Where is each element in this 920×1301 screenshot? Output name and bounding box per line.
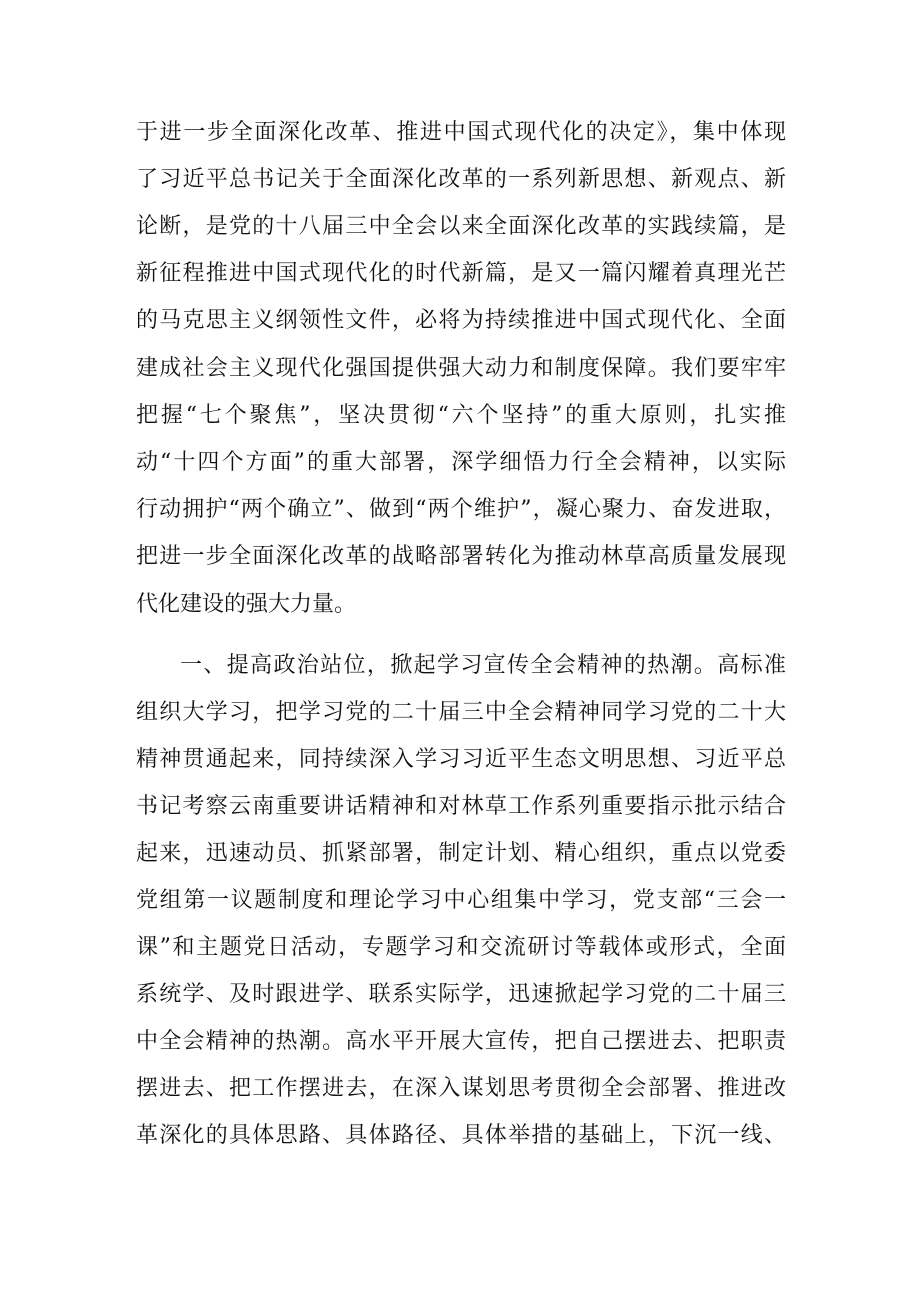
paragraph-1-line-3: 论断，是党的十八届三中全会以来全面深化改革的实践续篇，是: [136, 214, 786, 239]
paragraph-1-line-2: 了习近平总书记关于全面深化改革的一系列新思想、新观点、新: [136, 167, 786, 192]
paragraph-1-line-5: 的马克思主义纲领性文件，必将为持续推进中国式现代化、全面: [136, 308, 786, 333]
paragraph-1-line-6: 建成社会主义现代化强国提供强大动力和制度保障。我们要牢牢: [136, 356, 786, 381]
paragraph-2-line-2: 组织大学习，把学习党的二十届三中全会精神同学习党的二十大: [136, 700, 786, 725]
paragraph-2-line-10: 摆进去、把工作摆进去，在深入谋划思考贯彻全会部署、推进改: [136, 1076, 786, 1101]
paragraph-2-line-1: 一、提高政治站位，掀起学习宣传全会精神的热潮。高标准: [180, 653, 786, 678]
paragraph-1-line-9: 行动拥护“两个确立”、做到“两个维护”，凝心聚力、奋发进取，: [136, 497, 786, 522]
paragraph-1-line-8: 动“十四个方面”的重大部署，深学细悟力行全会精神，以实际: [136, 450, 786, 475]
paragraph-1-line-7: 把握“七个聚焦”，坚决贯彻“六个坚持”的重大原则，扎实推: [136, 403, 786, 428]
paragraph-2-line-11: 革深化的具体思路、具体路径、具体举措的基础上，下沉一线、: [136, 1123, 786, 1148]
paragraph-1-line-11: 代化建设的强大力量。: [136, 592, 357, 617]
paragraph-2-line-4: 书记考察云南重要讲话精神和对林草工作系列重要指示批示结合: [136, 794, 786, 819]
paragraph-2-line-7: 课”和主题党日活动，专题学习和交流研讨等载体或形式，全面: [136, 935, 786, 960]
paragraph-1-line-4: 新征程推进中国式现代化的时代新篇，是又一篇闪耀着真理光芒: [136, 261, 786, 286]
paragraph-1-line-1: 于进一步全面深化改革、推进中国式现代化的决定》，集中体现: [136, 120, 786, 145]
paragraph-2-line-5: 起来，迅速动员、抓紧部署，制定计划、精心组织，重点以党委: [136, 841, 786, 866]
paragraph-2-line-6: 党组第一议题制度和理论学习中心组集中学习，党支部“三会一: [136, 888, 786, 913]
paragraph-2-line-3: 精神贯通起来，同持续深入学习习近平生态文明思想、习近平总: [136, 747, 786, 772]
paragraph-2-line-8: 系统学、及时跟进学、联系实际学，迅速掀起学习党的二十届三: [136, 982, 786, 1007]
paragraph-2-line-9: 中全会精神的热潮。高水平开展大宣传，把自己摆进去、把职责: [136, 1029, 786, 1054]
paragraph-1-line-10: 把进一步全面深化改革的战略部署转化为推动林草高质量发展现: [136, 544, 786, 569]
